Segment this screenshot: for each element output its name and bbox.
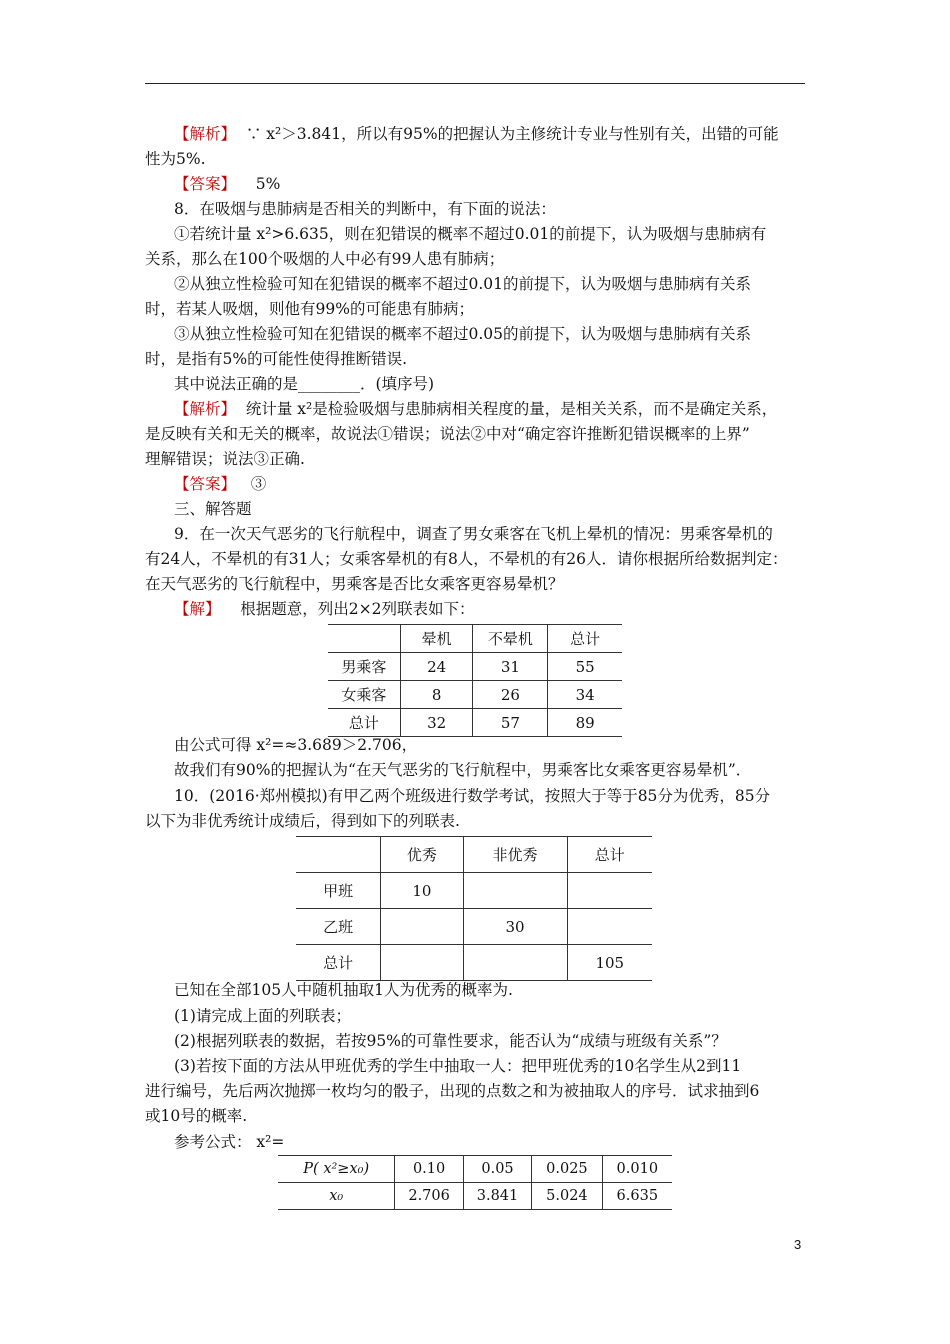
text-line: ③从独立性检验可知在犯错误的概率不超过0.05的前提下，认为吸烟与患肺病有关系 — [174, 325, 752, 343]
table-row — [328, 709, 622, 737]
header-rule — [145, 83, 805, 84]
page-number: 3 — [794, 1237, 802, 1252]
text-line: 性为5%. — [145, 150, 206, 168]
table-row — [328, 681, 622, 709]
answer-tag: 【答案】 — [174, 175, 237, 193]
analysis-text: 统计量 x²是检验吸烟与患肺病相关程度的量，是相关关系，而不是确定关系， — [245, 400, 778, 418]
table-cell: 24 — [400, 653, 473, 681]
table-cell: 优秀 — [381, 837, 463, 873]
table-row — [296, 909, 652, 945]
table-cell: 34 — [548, 681, 622, 709]
table-row — [296, 873, 652, 909]
table-cell — [463, 945, 567, 981]
text-line: 进行编号，先后两次抛掷一枚均匀的骰子，出现的点数之和为被抽取人的序号．试求抽到6 — [145, 1082, 760, 1100]
table-cell: 甲班 — [296, 873, 381, 909]
table-row — [328, 625, 622, 653]
table-cell: 31 — [473, 653, 548, 681]
table-cell: 不晕机 — [473, 625, 548, 653]
table-row — [328, 653, 622, 681]
table-cell — [381, 945, 463, 981]
answer-text: ③ — [250, 475, 267, 493]
table-cell: 30 — [463, 909, 567, 945]
text-line: 时，是指有5%的可能性使得推断错误. — [145, 350, 408, 368]
critical-value-table — [278, 1155, 672, 1210]
table-cell: 总计 — [548, 625, 622, 653]
table-cell: 晕机 — [400, 625, 473, 653]
table-cell: 0.010 — [602, 1156, 672, 1183]
table-row — [296, 945, 652, 981]
table-cell: 26 — [473, 681, 548, 709]
table-cell: 总计 — [296, 945, 381, 981]
table-cell — [463, 873, 567, 909]
text-line: 由公式可得 x²=≈3.689＞2.706， — [174, 736, 418, 754]
text-line: 已知在全部105人中随机抽取1人为优秀的概率为. — [174, 981, 513, 999]
table-row — [278, 1183, 672, 1210]
table-cell: 55 — [548, 653, 622, 681]
table-cell: 非优秀 — [463, 837, 567, 873]
reference-formula: 参考公式： x²= — [174, 1133, 285, 1151]
text-line: 是反映有关和无关的概率，故说法①错误；说法②中对“确定容许推断犯错误概率的上界” — [145, 425, 750, 443]
text-line: (1)请完成上面的列联表； — [174, 1007, 351, 1025]
table-cell: 0.05 — [463, 1156, 531, 1183]
contingency-table-grades — [296, 836, 652, 981]
answer-2 — [174, 474, 266, 494]
text-line: 或10号的概率. — [145, 1107, 248, 1125]
table-cell — [567, 873, 652, 909]
table-row — [296, 837, 652, 873]
table-cell: 5.024 — [532, 1183, 602, 1210]
solution-tag: 【解】 — [174, 600, 221, 618]
text-line: 有24人，不晕机的有31人；女乘客晕机的有8人，不晕机的有26人．请你根据所给数据判定： — [145, 550, 788, 568]
analysis-tag: 【解析】 — [174, 400, 237, 418]
table-cell: 2.706 — [395, 1183, 463, 1210]
text-line: 以下为非优秀统计成绩后，得到如下的列联表. — [145, 812, 460, 830]
question-10: 10．(2016·郑州模拟)有甲乙两个班级进行数学考试，按照大于等于85分为优秀，85分 — [174, 787, 771, 805]
text-line: 理解错误；说法③正确. — [145, 450, 305, 468]
analysis-2 — [174, 399, 777, 419]
table-cell: 0.10 — [395, 1156, 463, 1183]
contingency-table-airsick — [328, 624, 622, 737]
table-cell: 总计 — [567, 837, 652, 873]
solution-9 — [174, 599, 474, 619]
answer-text: 5% — [255, 175, 281, 193]
table-cell: 0.025 — [532, 1156, 602, 1183]
question-9: 9．在一次天气恶劣的飞行航程中，调查了男女乘客在飞机上晕机的情况：男乘客晕机的 — [174, 525, 773, 543]
table-cell: 32 — [400, 709, 473, 737]
table-cell: 男乘客 — [328, 653, 400, 681]
table-cell: 10 — [381, 873, 463, 909]
text-line: ①若统计量 x²>6.635，则在犯错误的概率不超过0.01的前提下，认为吸烟与患肺病有 — [174, 225, 767, 243]
table-cell: P( x²≥x₀) — [278, 1156, 395, 1183]
question-8: 8．在吸烟与患肺病是否相关的判断中，有下面的说法： — [174, 200, 556, 218]
table-cell: 6.635 — [602, 1183, 672, 1210]
text-line: ②从独立性检验可知在犯错误的概率不超过0.01的前提下，认为吸烟与患肺病有关系 — [174, 275, 752, 293]
text-line: 在天气恶劣的飞行航程中，男乘客是否比女乘客更容易晕机？ — [145, 575, 564, 593]
analysis-1 — [174, 124, 779, 144]
table-cell: 8 — [400, 681, 473, 709]
table-cell: 总计 — [328, 709, 400, 737]
table-cell: x₀ — [278, 1183, 395, 1210]
table-cell: 105 — [567, 945, 652, 981]
table-cell — [567, 909, 652, 945]
text-line: (3)若按下面的方法从甲班优秀的学生中抽取一人：把甲班优秀的10名学生从2到11 — [174, 1057, 742, 1075]
text-line: 时，若某人吸烟，则他有99%的可能患有肺病； — [145, 300, 474, 318]
analysis-tag: 【解析】 — [174, 125, 237, 143]
text-line: (2)根据列联表的数据，若按95%的可靠性要求，能否认为“成绩与班级有关系”？ — [174, 1032, 727, 1050]
table-cell: 乙班 — [296, 909, 381, 945]
solution-text: 根据题意，列出2×2列联表如下： — [240, 600, 475, 618]
answer-1 — [174, 174, 280, 194]
table-cell: 89 — [548, 709, 622, 737]
text-line: 其中说法正确的是________．(填序号) — [174, 375, 435, 393]
table-cell: 3.841 — [463, 1183, 531, 1210]
table-cell — [328, 625, 400, 653]
answer-tag: 【答案】 — [174, 475, 237, 493]
text-line: 故我们有90%的把握认为“在天气恶劣的飞行航程中，男乘客比女乘客更容易晕机”． — [174, 761, 752, 779]
table-cell: 57 — [473, 709, 548, 737]
table-cell — [296, 837, 381, 873]
analysis-text: ∵ x²＞3.841，所以有95%的把握认为主修统计专业与性别有关，出错的可能 — [245, 125, 779, 143]
table-cell: 女乘客 — [328, 681, 400, 709]
text-line: 关系，那么在100个吸烟的人中必有99人患有肺病； — [145, 250, 505, 268]
section-heading: 三、解答题 — [174, 500, 252, 518]
table-cell — [381, 909, 463, 945]
table-row — [278, 1156, 672, 1183]
